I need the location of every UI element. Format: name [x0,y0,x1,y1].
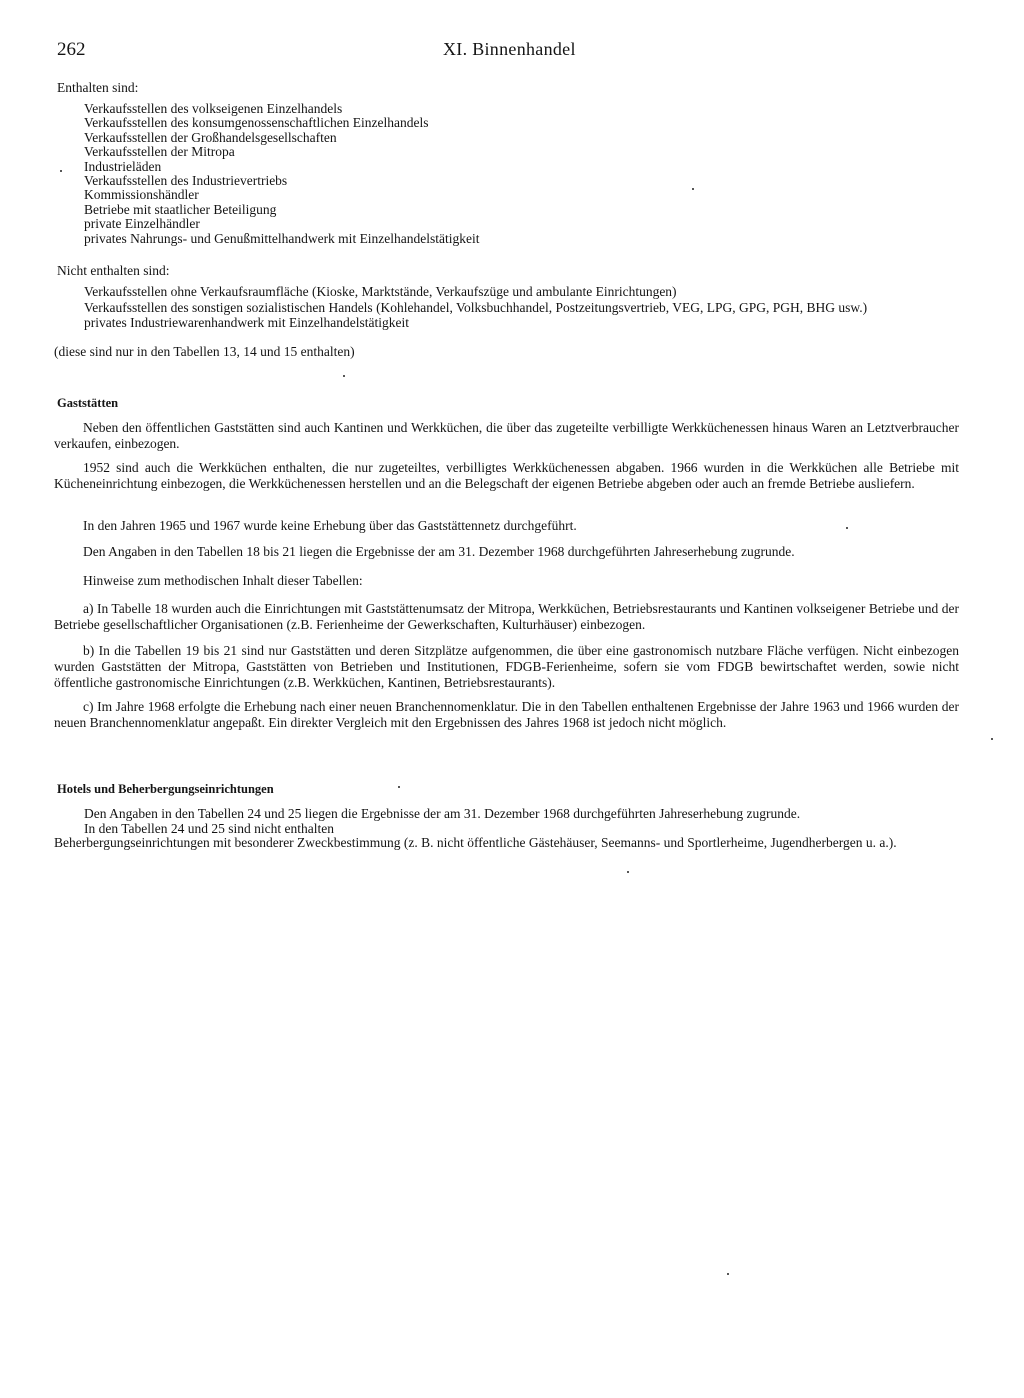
paragraph: Hinweise zum methodischen Inhalt dieser Tabellen: [83,573,363,588]
paragraph: c) Im Jahre 1968 erfolgte die Erhebung nach einer neuen Branchennomenklatur. Die in den Tabellen enthaltenen Ergebnisse der Jahre 1963 und 1966 wurden der neuen Branchennomenklatur angepaßt. Ein direkter Vergleich mit den Ergebnissen des Jahres 1968 ist jedoch nicht möglich. [54,699,959,730]
speck-mark [627,871,629,873]
paragraph: Den Angaben in den Tabellen 18 bis 21 liegen die Ergebnisse der am 31. Dezember 1968 durchgeführten Jahreserhebung zugrunde. [83,544,795,559]
enthalten-list [84,102,480,246]
list-item: private Einzelhändler [84,216,200,232]
speck-mark [398,786,400,788]
list-item: privates Nahrungs- und Genußmittelhandwerk mit Einzelhandelstätigkeit [84,230,480,246]
page-number: 262 [57,39,86,60]
chapter-title: XI. Binnenhandel [443,39,576,59]
list-item: Verkaufsstellen der Großhandelsgesellschaften [84,129,337,145]
paragraph: 1952 sind auch die Werkküchen enthalten, die nur zugeteiltes, verbilligtes Werkküchenessen abgaben. 1966 wurden in die Werkküchen alle Betriebe mit Kücheneinrichtung einbezogen, die Werkküchenessen herstellen und an die Belegschaft der eigenen Betriebe abgeben oder auch an fremde Betriebe ausliefern. [54,460,959,491]
enthalten-label: Enthalten sind: [57,80,139,95]
list-item: Kommissionshändler [84,187,199,203]
speck-mark [727,1273,729,1275]
list-item: Verkaufsstellen der Mitropa [84,144,235,160]
list-item: privates Industriewarenhandwerk mit Einzelhandelstätigkeit [84,315,410,331]
section-heading-gaststaetten: Gaststätten [57,396,119,410]
hotels-paragraph: Beherbergungseinrichtungen mit besonderer Zweckbestimmung (z. B. nicht öffentliche Gästehäuser, Seemanns- und Sportlerheime, Jugendherbergen u. a.). [54,835,897,850]
hotels-line: In den Tabellen 24 und 25 sind nicht enthalten [84,821,335,836]
list-item: Verkaufsstellen ohne Verkaufsraumfläche (Kioske, Marktstände, Verkaufszüge und ambulante Einrichtungen) [84,284,677,299]
paragraph: In den Jahren 1965 und 1967 wurde keine Erhebung über das Gaststättennetz durchgeführt. [83,518,577,533]
section-heading-hotels: Hotels und Beherbergungseinrichtungen [57,782,274,796]
paragraph: b) In die Tabellen 19 bis 21 sind nur Gaststätten und deren Sitzplätze aufgenommen, die über eine gastronomisch nutzbare Fläche verfügen. Nicht einbezogen wurden Gaststätten der Mitropa, Gaststätten von Betrieben und Institutionen, FDGB-Ferienheime, sofern sie vom FDGB bewirtschaftet werden, sowie nicht öffentliche gastronomische Einrichtungen (z.B. Werkküchen, Kantinen, Betriebsrestaurants). [54,643,959,690]
speck-mark [343,375,345,377]
speck-mark [991,738,993,740]
nicht-enthalten-note: (diese sind nur in den Tabellen 13, 14 und 15 enthalten) [54,344,355,359]
nicht-enthalten-list [84,284,964,331]
list-item: Verkaufsstellen des sonstigen sozialistischen Handels (Kohlehandel, Volksbuchhandel, Postzeitungsvertrieb, VEG, LPG, GPG, PGH, BHG usw.) [84,299,868,315]
list-item: Verkaufsstellen des Industrievertriebs [84,173,288,189]
list-item: Betriebe mit staatlicher Beteiligung [84,201,277,217]
speck-mark [60,170,62,172]
hotels-line: Den Angaben in den Tabellen 24 und 25 liegen die Ergebnisse der am 31. Dezember 1968 durchgeführten Jahreserhebung zugrunde. [84,806,801,821]
list-item: Verkaufsstellen des konsumgenossenschaftlichen Einzelhandels [84,115,429,131]
speck-mark [692,188,694,190]
paragraph: Neben den öffentlichen Gaststätten sind auch Kantinen und Werkküchen, die über das zugeteilte verbilligte Werkküchenessen hinaus Waren an Letztverbraucher verkaufen, einbezogen. [54,420,959,451]
speck-mark [846,527,848,529]
nicht-enthalten-label: Nicht enthalten sind: [57,263,170,278]
list-item: Verkaufsstellen des volkseigenen Einzelhandels [84,101,343,116]
paragraph: a) In Tabelle 18 wurden auch die Einrichtungen mit Gaststättenumsatz der Mitropa, Werkküchen, Betriebsrestaurants und Kantinen volkseigener Betriebe und der Betriebe gesellschaftlicher Organisationen (z.B. Ferienheime der Gewerkschaften, Kulturhäuser) einbezogen. [54,601,959,632]
list-item: Industrieläden [84,158,162,174]
